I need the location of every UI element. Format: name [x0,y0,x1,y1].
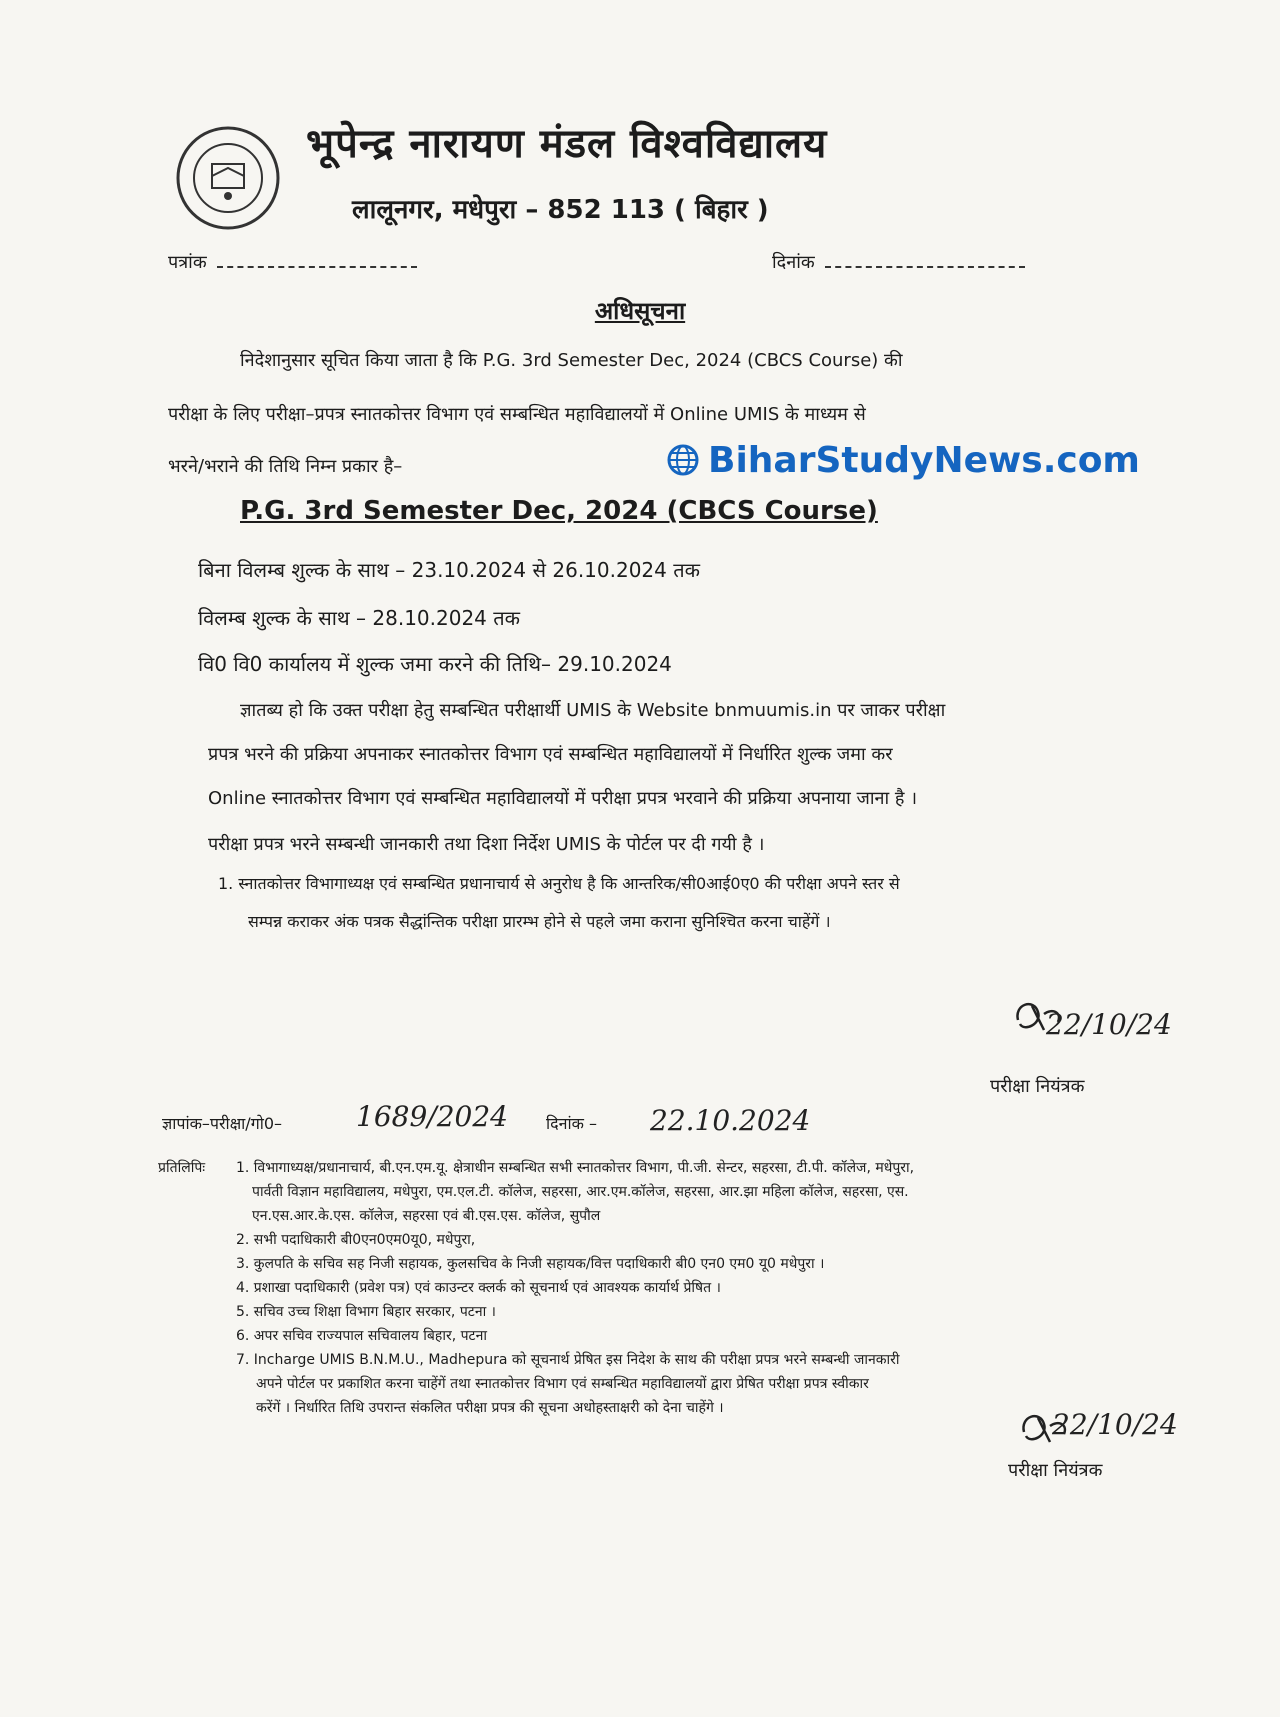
body-line-4: परीक्षा प्रपत्र भरने सम्बन्धी जानकारी तथा दिशा निर्देश UMIS के पोर्टल पर दी गयी है । [208,834,765,855]
reference-number-row [168,250,417,274]
cc-item-6: 6. अपर सचिव राज्यपाल सचिवालय बिहार, पटना [236,1328,488,1344]
cc-item-1-line-2: पार्वती विज्ञान महाविद्यालय, मधेपुरा, एम.एल.टी. कॉलेज, सहरसा, आर.एम.कॉलेज, सहरसा, आर.झा महिला कॉलेज, सहरसा, एस. [252,1184,909,1200]
cc-item-7-line-3: करेंगें । निर्धारित तिथि उपरान्त संकलित परीक्षा प्रपत्र की सूचना अधोहस्ताक्षरी को देना चाहेंगे । [256,1400,724,1416]
university-seal-icon [174,124,282,232]
signature-date-1: 22/10/24 [1046,1008,1172,1041]
intro-line-1: निदेशानुसार सूचित किया जाता है कि P.G. 3rd Semester Dec, 2024 (CBCS Course) की [240,350,903,371]
memo-number: 1689/2024 [356,1100,508,1133]
watermark [666,440,1140,481]
cc-item-2: 2. सभी पदाधिकारी बी0एन0एम0यू0, मधेपुरा, [236,1232,476,1248]
course-title: P.G. 3rd Semester Dec, 2024 (CBCS Course) [240,496,878,526]
reference-blank [217,252,417,268]
memo-date: 22.10.2024 [650,1104,811,1137]
watermark-text: BiharStudyNews.com [708,440,1140,481]
body-line-2: प्रपत्र भरने की प्रक्रिया अपनाकर स्नातकोत्तर विभाग एवं सम्बन्धित महाविद्यालयों में निर्धारित शुल्क जमा कर [208,744,893,765]
cc-item-1-line-1: 1. विभागाध्यक्ष/प्रधानाचार्य, बी.एन.एम.यू. क्षेत्राधीन सम्बन्धित सभी स्नातकोत्तर विभाग, पी.जी. सेन्टर, सहरसा, टी.पी. कॉलेज, मधेपुरा, [236,1160,915,1176]
signature-designation-2: परीक्षा नियंत्रक [1008,1460,1103,1481]
cc-item-1-line-3: एन.एस.आर.के.एस. कॉलेज, सहरसा एवं बी.एस.एस. कॉलेज, सुपौल [252,1208,601,1224]
memo-label: ज्ञापांक–परीक्षा/गो0– [162,1114,283,1133]
memo-date-label: दिनांक – [546,1114,598,1133]
signature-date-2: 22/10/24 [1052,1408,1178,1441]
schedule-line-1: बिना विलम्ब शुल्क के साथ – 23.10.2024 से 26.10.2024 तक [198,558,701,582]
university-address: लालूनगर, मधेपुरा – 852 113 ( बिहार ) [352,195,769,225]
intro-line-2: परीक्षा के लिए परीक्षा–प्रपत्र स्नातकोत्तर विभाग एवं सम्बन्धित महाविद्यालयों में Online UMIS के माध्यम से [168,404,866,425]
schedule-line-3: वि0 वि0 कार्यालय में शुल्क जमा करने की तिथि– 29.10.2024 [198,652,672,676]
notification-title: अधिसूचना [594,297,686,325]
cc-item-3: 3. कुलपति के सचिव सह निजी सहायक, कुलसचिव के निजी सहायक/वित्त पदाधिकारी बी0 एन0 एम0 यू0 मधेपुरा । [236,1256,825,1272]
intro-line-3: भरने/भराने की तिथि निम्न प्रकार है– [168,456,403,477]
signature-designation-1: परीक्षा नियंत्रक [990,1076,1085,1097]
schedule-line-2: विलम्ब शुल्क के साथ – 28.10.2024 तक [198,606,521,630]
cc-item-5: 5. सचिव उच्च शिक्षा विभाग बिहार सरकार, पटना । [236,1304,496,1320]
body-line-1: ज्ञातब्य हो कि उक्त परीक्षा हेतु सम्बन्धित परीक्षार्थी UMIS के Website bnmuumis.in पर जाकर परीक्षा [240,700,946,721]
cc-item-7-line-2: अपने पोर्टल पर प्रकाशित करना चाहेंगें तथा स्नातकोत्तर विभाग एवं सम्बन्धित महाविद्यालयों द्वारा प्रेषित परीक्षा प्रपत्र स्वीकार [256,1376,869,1392]
reference-label: पत्रांक [168,252,207,273]
university-name: भूपेन्द्र नारायण मंडल विश्वविद्यालय [306,121,828,167]
globe-icon [666,443,700,477]
body-line-3: Online स्नातकोत्तर विभाग एवं सम्बन्धित महाविद्यालयों में परीक्षा प्रपत्र भरवाने की प्रक्रिया अपनाया जाना है । [208,788,918,809]
note-line-1: 1. स्नातकोत्तर विभागाध्यक्ष एवं सम्बन्धित प्रधानाचार्य से अनुरोध है कि आन्तरिक/सी0आई0ए0 की परीक्षा अपने स्तर से [218,874,900,893]
date-row [772,250,1025,274]
cc-label: प्रतिलिपिः [158,1160,206,1176]
date-label: दिनांक [772,252,815,273]
date-blank [825,252,1025,268]
cc-item-7-line-1: 7. Incharge UMIS B.N.M.U., Madhepura को सूचनार्थ प्रेषित इस निदेश के साथ की परीक्षा प्रपत्र भरने सम्बन्धी जानकारी [236,1352,900,1368]
note-line-2: सम्पन्न कराकर अंक पत्रक सैद्धांन्तिक परीक्षा प्रारम्भ होने से पहले जमा कराना सुनिश्चित करना चाहेंगें । [248,912,831,931]
cc-item-4: 4. प्रशाखा पदाधिकारी (प्रवेश पत्र) एवं काउन्टर क्लर्क को सूचनार्थ एवं आवश्यक कार्यार्थ प्रेषित । [236,1280,721,1296]
